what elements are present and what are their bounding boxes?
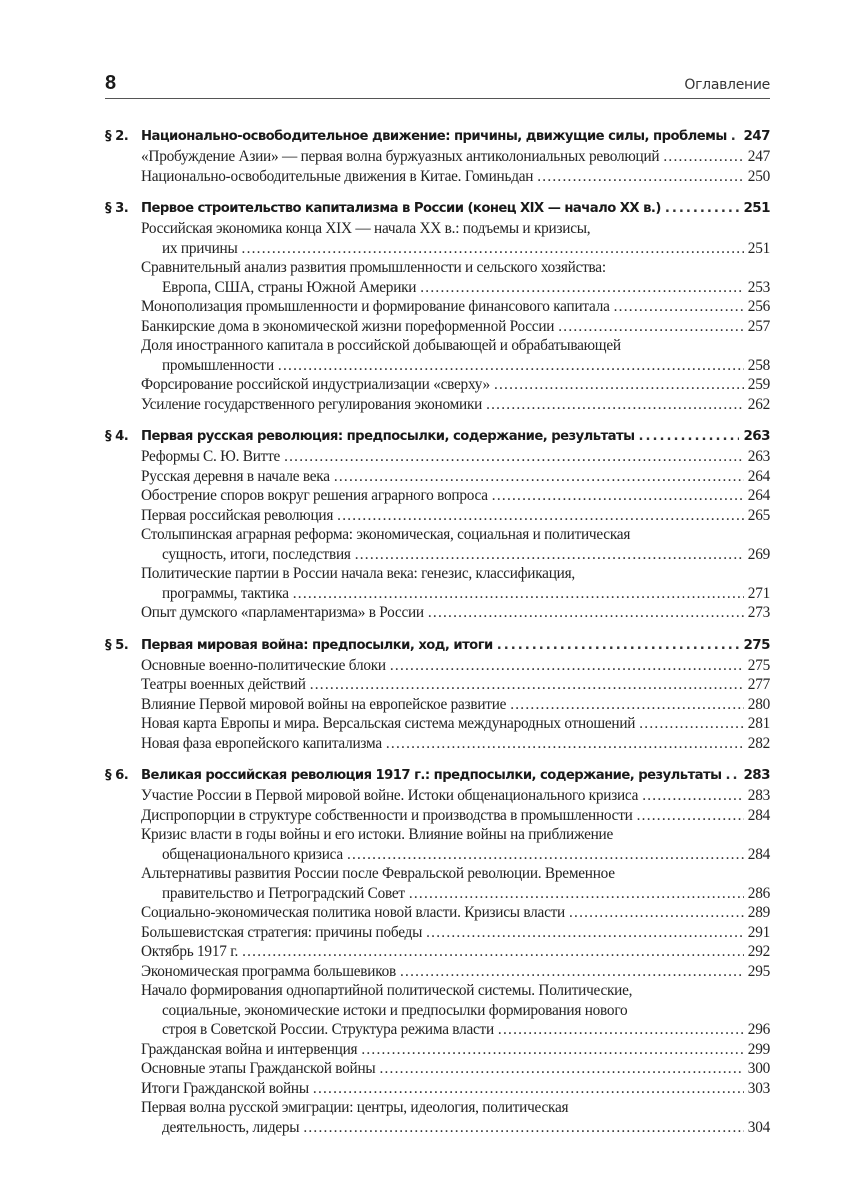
toc-entry[interactable] — [105, 317, 770, 337]
entry-title: Участие России в Первой мировой войне. Истоки общенационального кризиса — [141, 787, 639, 804]
toc-section — [105, 198, 770, 414]
dot-leader — [303, 1118, 743, 1138]
entry-title-line: Сравнительный анализ развития промышленности и сельского хозяйства: — [141, 259, 606, 276]
toc-entry[interactable] — [105, 1040, 770, 1060]
entry-page-number: 253 — [747, 278, 770, 296]
dot-leader — [278, 356, 744, 376]
dot-leader — [492, 486, 744, 506]
entry-title-line: Кризис власти в годы войны и его истоки. Влияние войны на приближение — [141, 826, 614, 843]
entry-title-line: Первая волна русской эмиграции: центры, идеология, политическая — [141, 1099, 569, 1116]
toc-entry[interactable] — [105, 962, 770, 982]
entry-page-number: 291 — [747, 923, 770, 941]
dot-leader — [379, 1059, 743, 1079]
entry-page-number: 299 — [747, 1040, 770, 1058]
entry-page-number: 292 — [747, 943, 770, 960]
entry-title: Новая карта Европы и мира. Версальская система международных отношений — [141, 715, 636, 732]
toc-entry[interactable] — [105, 1059, 770, 1079]
section-title: Великая российская революция 1917 г.: предпосылки, содержание, результаты — [141, 768, 722, 783]
entry-title-line: Альтернативы развития России после Февральской революции. Временное — [141, 865, 615, 882]
dot-leader — [337, 506, 744, 526]
section-page-number: 251 — [743, 200, 770, 216]
entry-title: Экономическая программа большевиков — [141, 962, 396, 980]
dot-leader — [498, 1020, 744, 1040]
toc-entry[interactable] — [105, 1098, 770, 1137]
toc-entry[interactable] — [105, 786, 770, 806]
entry-title-line: деятельность, лидеры — [162, 1118, 300, 1136]
dot-leader — [293, 584, 744, 604]
toc-entry[interactable] — [105, 147, 770, 167]
entry-title-line: Европа, США, страны Южной Америки — [162, 278, 417, 296]
toc-section — [105, 126, 770, 186]
toc-entry[interactable] — [105, 486, 770, 506]
toc-entry[interactable] — [105, 564, 770, 603]
entry-title: Русская деревня в начале века — [141, 467, 330, 485]
entry-page-number: 277 — [747, 676, 770, 693]
section-number: § 2. — [105, 129, 129, 144]
dot-leader — [284, 447, 744, 467]
toc-entry[interactable] — [105, 219, 770, 258]
toc-entry[interactable] — [105, 375, 770, 395]
dot-leader — [386, 734, 744, 754]
dot-leader — [310, 675, 744, 695]
entry-page-number: 250 — [747, 167, 770, 185]
entry-page-number: 280 — [747, 695, 770, 713]
toc-entry[interactable] — [105, 675, 770, 695]
entry-title-line: сущность, итоги, последствия — [162, 545, 351, 563]
entry-title: Гражданская война и интервенция — [141, 1040, 358, 1058]
toc-entry[interactable] — [105, 714, 770, 734]
entry-title: Итоги Гражданской войны — [141, 1079, 309, 1097]
section-heading[interactable] — [105, 765, 770, 786]
section-heading[interactable] — [105, 635, 770, 656]
entry-page-number: 257 — [747, 317, 770, 335]
entry-title: Форсирование российской индустриализации «сверху» — [141, 376, 490, 393]
toc-entry[interactable] — [105, 864, 770, 903]
table-of-contents — [105, 126, 770, 1149]
dot-leader — [426, 923, 744, 943]
toc-entry[interactable] — [105, 923, 770, 943]
toc-entry[interactable] — [105, 734, 770, 754]
dot-leader — [242, 239, 744, 259]
toc-entry[interactable] — [105, 447, 770, 467]
entry-page-number: 265 — [747, 506, 770, 524]
entry-page-number: 281 — [747, 715, 770, 732]
dot-leader — [558, 317, 744, 337]
entry-title: Национально-освободительные движения в Китае. Гоминьдан — [141, 167, 534, 185]
entry-title-line: Начало формирования однопартийной политической системы. Политические, — [141, 982, 633, 999]
entry-page-number: 271 — [747, 584, 770, 602]
toc-section — [105, 426, 770, 623]
entry-page-number: 303 — [747, 1079, 770, 1097]
toc-entry[interactable] — [105, 656, 770, 676]
dot-leader — [242, 942, 744, 962]
dot-leader — [400, 962, 744, 982]
entry-title: Опыт думского «парламентаризма» в России — [141, 604, 424, 621]
section-heading[interactable] — [105, 198, 770, 219]
entry-page-number: 263 — [747, 448, 770, 465]
entry-title-line: промышленности — [162, 356, 274, 374]
entry-title: Монополизация промышленности и формирование финансового капитала — [141, 298, 610, 315]
dot-leader — [497, 636, 740, 656]
entry-page-number: 262 — [747, 395, 770, 413]
entry-page-number: 295 — [747, 962, 770, 980]
dot-leader — [642, 786, 744, 806]
toc-entry[interactable] — [105, 603, 770, 623]
toc-entry[interactable] — [105, 336, 770, 375]
section-page-number: 263 — [743, 428, 770, 444]
toc-entry[interactable] — [105, 981, 770, 1040]
entry-title: «Пробуждение Азии» — первая волна буржуазных антиколониальных революций — [141, 148, 660, 165]
entry-page-number: 286 — [747, 884, 770, 902]
entry-page-number: 247 — [747, 148, 770, 165]
dot-leader — [637, 806, 744, 826]
entry-title: Большевистская стратегия: причины победы — [141, 923, 423, 941]
toc-entry[interactable] — [105, 395, 770, 415]
page-number: 8 — [105, 72, 117, 94]
entry-title: Социально-экономическая политика новой власти. Кризисы власти — [141, 904, 565, 921]
entry-title-line: Столыпинская аграрная реформа: экономическая, социальная и политическая — [141, 526, 631, 543]
entry-title: Основные военно-политические блоки — [141, 656, 386, 674]
toc-entry[interactable] — [105, 806, 770, 826]
entry-page-number: 251 — [747, 239, 770, 257]
entry-title: Театры военных действий — [141, 676, 306, 693]
entry-title-line: Доля иностранного капитала в российской добывающей и обрабатывающей — [141, 337, 621, 354]
dot-leader — [409, 884, 744, 904]
page-header — [105, 70, 770, 99]
section-number: § 4. — [105, 429, 129, 444]
dot-leader — [355, 545, 744, 565]
entry-page-number: 284 — [747, 845, 770, 863]
toc-section — [105, 765, 770, 1137]
dot-leader — [334, 467, 744, 487]
entry-page-number: 282 — [747, 734, 770, 752]
entry-title-line: программы, тактика — [162, 584, 289, 602]
entry-title: Первая российская революция — [141, 506, 334, 524]
section-title: Первое строительство капитализма в России (конец XIX — начало XX в.) — [141, 201, 661, 216]
dot-leader — [663, 147, 743, 167]
section-title: Национально-освободительное движение: причины, движущие силы, проблемы — [141, 129, 727, 144]
dot-leader — [537, 167, 744, 187]
entry-page-number: 284 — [747, 806, 770, 824]
entry-title: Влияние Первой мировой войны на европейское развитие — [141, 695, 507, 713]
entry-title: Усиление государственного регулирования экономики — [141, 395, 483, 413]
entry-page-number: 304 — [747, 1118, 770, 1136]
dot-leader — [347, 845, 744, 865]
entry-title: Банкирские дома в экономической жизни пореформенной России — [141, 317, 555, 335]
entry-title: Новая фаза европейского капитализма — [141, 734, 382, 752]
dot-leader — [494, 375, 744, 395]
entry-title: Обострение споров вокруг решения аграрного вопроса — [141, 487, 488, 504]
dot-leader — [361, 1040, 743, 1060]
toc-entry[interactable] — [105, 1079, 770, 1099]
toc-entry[interactable] — [105, 942, 770, 962]
entry-page-number: 258 — [747, 356, 770, 374]
toc-entry[interactable] — [105, 297, 770, 317]
entry-title: Диспропорции в структуре собственности и производства в промышленности — [141, 806, 633, 824]
entry-page-number: 256 — [747, 298, 770, 315]
dot-leader — [313, 1079, 744, 1099]
section-page-number: 247 — [743, 128, 770, 144]
dot-leader — [638, 427, 739, 447]
dot-leader — [731, 127, 740, 147]
dot-leader — [665, 199, 740, 219]
entry-page-number: 300 — [747, 1060, 770, 1077]
section-page-number: 283 — [743, 767, 770, 783]
entry-page-number: 275 — [747, 656, 770, 674]
entry-title: Основные этапы Гражданской войны — [141, 1060, 376, 1077]
section-title: Первая русская революция: предпосылки, содержание, результаты — [141, 429, 635, 444]
section-heading[interactable] — [105, 126, 770, 147]
dot-leader — [390, 656, 744, 676]
toc-entry[interactable] — [105, 903, 770, 923]
dot-leader — [428, 603, 744, 623]
entry-title-line: Политические партии в России начала века: генезис, классификация, — [141, 565, 575, 582]
entry-page-number: 283 — [747, 787, 770, 804]
section-number: § 3. — [105, 201, 129, 216]
running-title: Оглавление — [684, 77, 770, 93]
entry-title-line: общенационального кризиса — [162, 845, 343, 863]
section-page-number: 275 — [743, 636, 770, 653]
toc-entry[interactable] — [105, 258, 770, 297]
section-heading[interactable] — [105, 426, 770, 447]
entry-title: Реформы С. Ю. Витте — [141, 448, 281, 465]
entry-page-number: 289 — [747, 904, 770, 921]
entry-title-line: социальные, экономические истоки и предпосылки формирования нового — [162, 1001, 628, 1019]
toc-entry[interactable] — [105, 167, 770, 187]
entry-page-number: 269 — [747, 545, 770, 563]
entry-page-number: 296 — [747, 1021, 770, 1038]
toc-entry[interactable] — [105, 695, 770, 715]
toc-entry[interactable] — [105, 506, 770, 526]
toc-entry[interactable] — [105, 467, 770, 487]
section-title: Первая мировая война: предпосылки, ход, итоги — [141, 637, 493, 653]
entry-title: Октябрь 1917 г. — [141, 943, 239, 960]
entry-page-number: 264 — [747, 487, 770, 504]
entry-title-line: строя в Советской России. Структура режима власти — [162, 1021, 494, 1038]
dot-leader — [486, 395, 744, 415]
entry-title-line: правительство и Петроградский Совет — [162, 884, 405, 902]
dot-leader — [726, 766, 740, 786]
toc-entry[interactable] — [105, 825, 770, 864]
section-number: § 6. — [105, 768, 129, 783]
entry-title-line: их причины — [162, 239, 238, 257]
toc-section — [105, 635, 770, 754]
dot-leader — [614, 297, 744, 317]
dot-leader — [510, 695, 744, 715]
dot-leader — [639, 714, 744, 734]
toc-entry[interactable] — [105, 525, 770, 564]
dot-leader — [569, 903, 744, 923]
section-number: § 5. — [105, 637, 129, 653]
entry-page-number: 259 — [747, 376, 770, 393]
entry-title-line: Российская экономика конца XIX — начала XX в.: подъемы и кризисы, — [141, 220, 591, 237]
entry-page-number: 273 — [747, 604, 770, 621]
dot-leader — [420, 278, 744, 298]
entry-page-number: 264 — [747, 467, 770, 485]
